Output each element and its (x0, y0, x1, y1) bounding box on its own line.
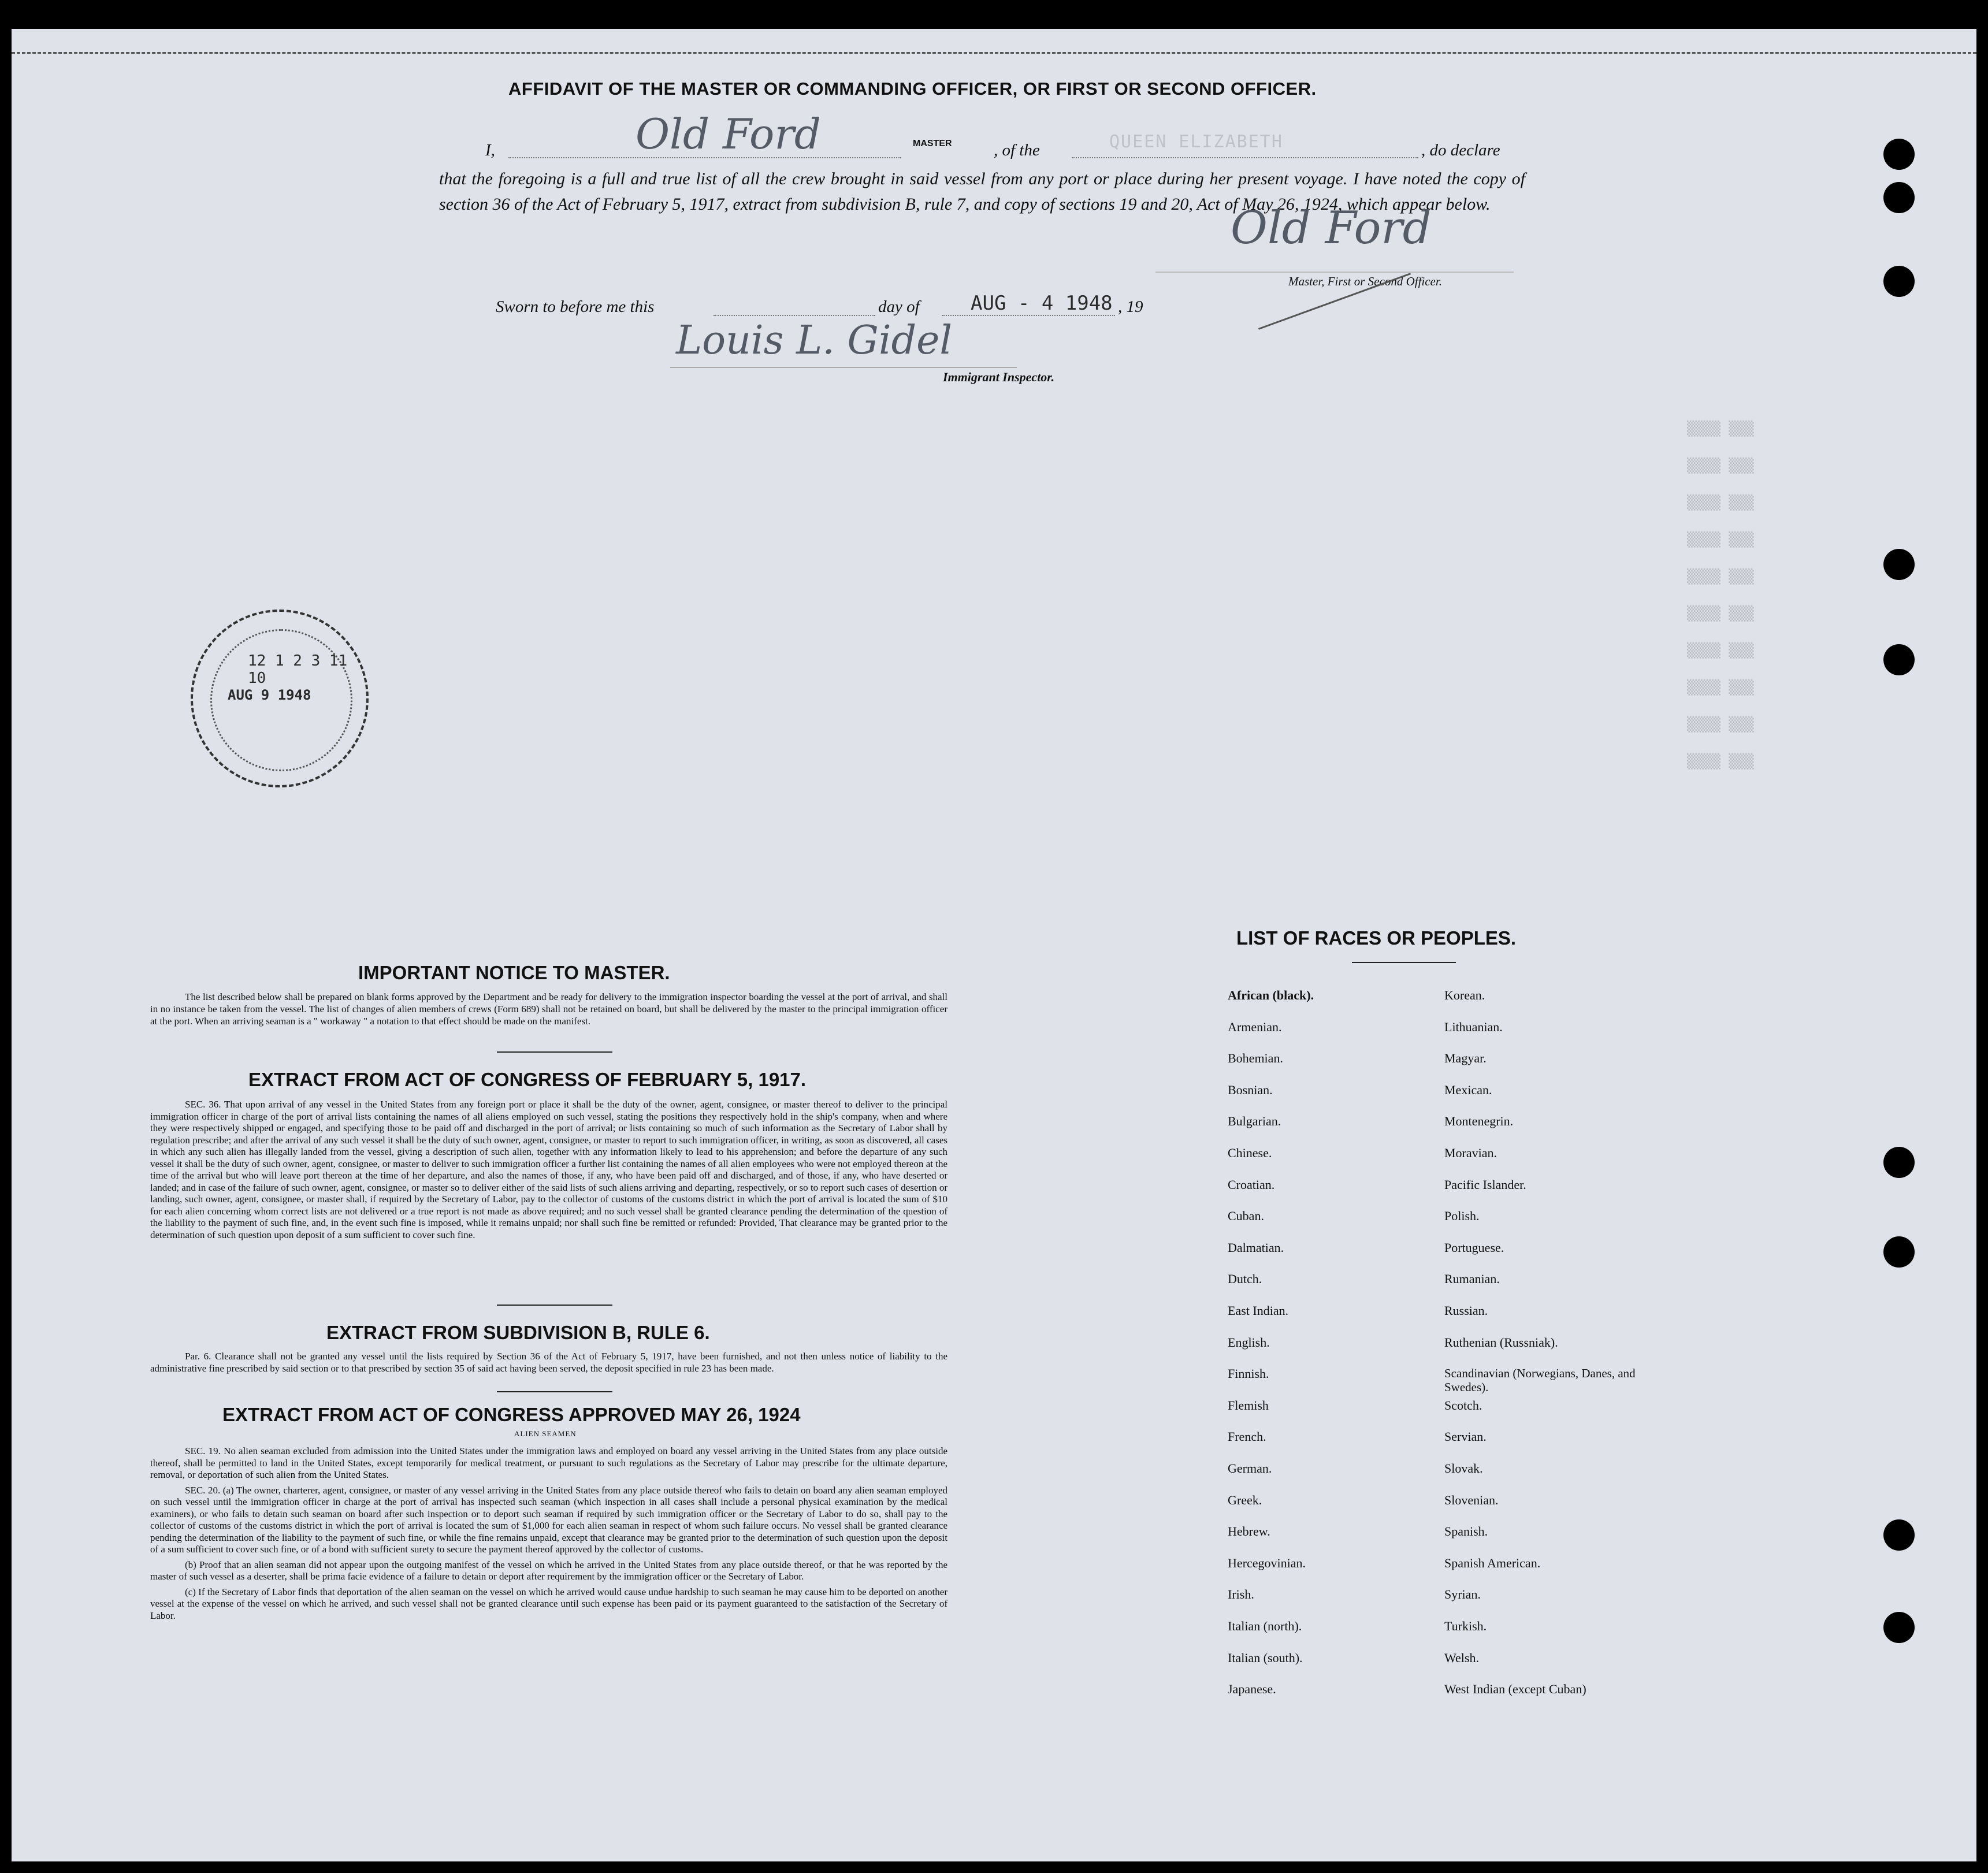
stamp-date: AUG 9 1948 (228, 687, 311, 703)
master-signature: Old Ford (1231, 202, 1432, 254)
affidavit-i-label: I, (485, 141, 495, 159)
vessel-name: QUEEN ELIZABETH (1109, 132, 1283, 152)
races-title: LIST OF RACES OR PEOPLES. (1236, 927, 1517, 949)
race-item: English. (1228, 1335, 1270, 1350)
day-of-label: day of (878, 298, 920, 316)
rule-6-body (150, 1351, 947, 1378)
punch-hole (1883, 1236, 1915, 1268)
race-item: Japanese. (1228, 1682, 1276, 1697)
extract-1924-body (150, 1445, 947, 1625)
race-item: Croatian. (1228, 1177, 1275, 1192)
race-item: Greek. (1228, 1492, 1262, 1507)
inspector-caption: Immigrant Inspector. (943, 370, 1055, 384)
race-item: Scotch. (1444, 1398, 1482, 1413)
race-item: Hebrew. (1228, 1524, 1270, 1539)
race-item: East Indian. (1228, 1303, 1289, 1318)
race-item: Bulgarian. (1228, 1114, 1281, 1129)
punch-hole (1883, 1519, 1915, 1551)
do-declare-label: , do declare (1421, 141, 1500, 159)
race-item: Dalmatian. (1228, 1240, 1284, 1255)
immigration-stamp (191, 610, 369, 787)
race-item: Hercegovinian. (1228, 1555, 1306, 1570)
race-item: Slovak. (1444, 1461, 1483, 1476)
master-label: MASTER (913, 139, 952, 148)
race-item: Montenegrin. (1444, 1114, 1514, 1129)
race-item: Irish. (1228, 1587, 1254, 1602)
race-item: West Indian (except Cuban) (1444, 1682, 1586, 1697)
race-item: Russian. (1444, 1303, 1488, 1318)
race-item: Scandinavian (Norwegians, Danes, and Swedes). (1444, 1366, 1636, 1395)
race-item: Finnish. (1228, 1366, 1269, 1381)
race-item: Bohemian. (1228, 1051, 1283, 1066)
bleed-through: ▒▒▒▒ ▒▒▒ ▒▒▒▒ ▒▒▒ ▒▒▒▒ ▒▒▒ ▒▒▒▒ ▒▒▒ ▒▒▒▒ ▒▒▒ ▒▒▒▒ ▒▒▒ ▒▒▒▒ ▒▒▒ ▒▒▒▒ ▒▒▒ ▒▒▒▒ ▒▒▒ ▒▒▒▒ ▒▒▒ (1687, 421, 1754, 770)
affidavit-body: that the foregoing is a full and true list of all the crew brought in said vessel from any port or place during her present voyage. I have noted the copy of section 36 of the Act of February 5, 1917, extract from subdivision B, rule 7, and copy of sections 19 and 20, Act of May 26, 1924, which appear below. (439, 169, 1525, 214)
race-item: German. (1228, 1461, 1272, 1476)
sec-20c-paragraph: (c) If the Secretary of Labor finds that deportation of the alien seaman on the vessel on which he arrived would cause undue hardship to such seaman he may cause him to be deported on another vessel at the expense of the vessel on which he arrived, and such vessel shall not be granted clearance until such expense has been paid or its payment guaranteed to the satisfaction of the Secretary of Labor. (150, 1586, 947, 1621)
divider (1352, 962, 1456, 963)
race-item: Ruthenian (Russniak). (1444, 1335, 1558, 1350)
race-item: Rumanian. (1444, 1272, 1500, 1287)
race-item: Flemish (1228, 1398, 1269, 1413)
divider (497, 1051, 612, 1053)
of-the-label: , of the (994, 141, 1040, 159)
master-signature-top: Old Ford (636, 110, 821, 158)
affidavit-title: AFFIDAVIT OF THE MASTER OR COMMANDING OFFICER, OR FIRST OR SECOND OFFICER. (508, 79, 1317, 99)
sec-20b-paragraph: (b) Proof that an alien seaman did not appear upon the outgoing manifest of the vessel on which he arrived in the United States from any place outside thereof, or that he was reported by the master of such vessel as a deserter, shall be prima facie evidence of a failure to detain or deport after requirement by the immigration officer or the Secretary of Labor. (150, 1559, 947, 1582)
sec-20a-paragraph: SEC. 20. (a) The owner, charterer, agent, consignee, or master of any vessel arriving in the United States from any place outside thereof who fails to detain on board any alien seaman employed on such vessel until the immigration officer in charge at the port of arrival has inspected such seaman (which inspection in all cases shall include a personal physical examination by the medical examiners), or who fails to detain such seaman on board after such inspection or to deport such seaman if required by such immigration officer or the Secretary of Labor to do so, shall pay to the collector of customs of the customs district in which the port of arrival is located the sum of $1,000 for each alien seaman in respect of whom such failure occurs. No vessel shall be granted clearance pending the determination of the liability to the payment of such fine, or while the fine remains unpaid, except that clearance may be granted prior to the determination of such question upon the deposit of a sum sufficient to cover such fine, or of a bond with sufficient surety to secure the payment thereof approved by the collector of customs. (150, 1484, 947, 1555)
extract-1924-title: EXTRACT FROM ACT OF CONGRESS APPROVED MAY 26, 1924 (222, 1404, 801, 1425)
date-line (942, 315, 1115, 316)
inspector-line (670, 367, 1017, 368)
sec-19-paragraph: SEC. 19. No alien seaman excluded from admission into the United States under the immigration laws and employed on board any vessel arriving in the United States from any place outside thereof, shall be permitted to land in the United States, except temporarily for medical treatment, or pursuant to such regulations as the Secretary of Labor may prescribe for the ultimate departure, removal, or deportation of such alien from the United States. (150, 1445, 947, 1480)
document-page (12, 29, 1976, 1861)
race-item: Italian (south). (1228, 1650, 1303, 1665)
race-item: Turkish. (1444, 1619, 1487, 1633)
race-item: Slovenian. (1444, 1492, 1499, 1507)
race-item: Armenian. (1228, 1019, 1282, 1034)
divider (497, 1391, 612, 1392)
punch-hole (1883, 139, 1915, 170)
alien-seamen-subtitle: ALIEN SEAMEN (514, 1429, 577, 1438)
rule-6-title: EXTRACT FROM SUBDIVISION B, RULE 6. (326, 1322, 710, 1343)
race-item: Spanish American. (1444, 1555, 1541, 1570)
race-item: African (black). (1228, 988, 1314, 1002)
punch-hole (1883, 1147, 1915, 1178)
perforated-edge (12, 29, 1976, 54)
rule-6-paragraph: Par. 6. Clearance shall not be granted any vessel until the lists required by Section 36 of the Act of February 5, 1917, have been furnished, and not then unless notice of liability to the administrative fine prescribed by said section or to that prescribed by section 35 of said act having been served, the deposit specified in rule 23 has been made. (150, 1351, 947, 1374)
race-item: Spanish. (1444, 1524, 1488, 1539)
punch-hole (1883, 549, 1915, 580)
race-item: Welsh. (1444, 1650, 1479, 1665)
race-item: Polish. (1444, 1209, 1480, 1224)
race-item: Dutch. (1228, 1272, 1262, 1287)
master-caption: Master, First or Second Officer. (1288, 274, 1442, 288)
punch-hole (1883, 644, 1915, 675)
race-item: Moravian. (1444, 1146, 1497, 1160)
divider (497, 1305, 612, 1306)
extract-1917-body (150, 1099, 947, 1244)
signature-line (1155, 272, 1514, 273)
nineteen-label: , 19 (1118, 298, 1143, 316)
race-item: Pacific Islander. (1444, 1177, 1526, 1192)
extract-1917-title: EXTRACT FROM ACT OF CONGRESS OF FEBRUARY 5, 1917. (248, 1069, 807, 1090)
stamp-ring-numbers: 12 1 2 3 11 10 (248, 652, 348, 687)
race-item: Syrian. (1444, 1587, 1481, 1602)
race-item: Italian (north). (1228, 1619, 1302, 1633)
notice-paragraph: The list described below shall be prepared on blank forms approved by the Department and be ready for delivery to the immigration inspector boarding the vessel at the port of arrival, and shall in no instance be taken from the vessel. The list of changes of alien members of crews (Form 689) shall not be retained on board, but shall be delivered by the master to the principal immigration officer at the port. When an arriving seaman is a " workaway " a notation to that effect should be made on the manifest. (150, 991, 947, 1027)
notice-body (150, 991, 947, 1031)
punch-hole (1883, 182, 1915, 213)
race-item: Lithuanian. (1444, 1019, 1503, 1034)
punch-hole (1883, 1612, 1915, 1643)
race-item: Mexican. (1444, 1082, 1492, 1097)
race-item: Servian. (1444, 1429, 1487, 1444)
punch-hole (1883, 266, 1915, 297)
race-item: Bosnian. (1228, 1082, 1273, 1097)
race-item: Portuguese. (1444, 1240, 1504, 1255)
date-stamp: AUG - 4 1948 (971, 292, 1113, 315)
race-item: Korean. (1444, 988, 1485, 1002)
race-item: Chinese. (1228, 1146, 1272, 1160)
vessel-line (1072, 157, 1418, 158)
inspector-signature: Louis L. Gidel (676, 318, 953, 363)
race-item: French. (1228, 1429, 1266, 1444)
race-item: Cuban. (1228, 1209, 1264, 1224)
notice-title: IMPORTANT NOTICE TO MASTER. (358, 962, 670, 983)
sworn-label: Sworn to before me this (496, 298, 655, 316)
extract-1917-paragraph: SEC. 36. That upon arrival of any vessel in the United States from any foreign port or place it shall be the duty of the owner, agent, consignee, or master thereof to deliver to the principal immigration officer in charge of the port of arrival lists containing the names of all aliens employed on such vessel, stating the positions they respectively hold in the ship's company, when and where they were respectively shipped or engaged, and specifying those to be paid off and discharged in the port of arrival; or lists containing so much of such information as the Secretary of Labor shall by regulation prescribe; and after the arrival of any such vessel it shall be the duty of such owner, agent, consignee, or master to report to such immigration officer, in writing, as soon as discovered, all cases in which any such alien has illegally landed from the vessel, giving a description of such alien, together with any information likely to lead to his apprehension; and before the departure of any such vessel it shall be the duty of such owner, agent, consignee, or master to deliver to such immigration officer a further list containing the names of all alien employees who were not employed thereon at the time of the arrival but who will leave port thereon at the time of her departure, and also the names of those, if any, who have been paid off and discharged, and of those, if any, who have deserted or landed; and in case of the failure of such owner, agent, consignee, or master so to deliver either of the said lists of such aliens arriving and departing, respectively, or so to report such cases of desertion or landing, such owner, agent, consignee, or master shall, if required by the Secretary of Labor, pay to the collector of customs of the customs district in which the port of arrival is located the sum of $10 for each alien concerning whom correct lists are not delivered or a true report is not made as above required; and no such vessel shall be granted clearance pending the determination of the question of the liability to the payment of such fine, and, in the event such fine is imposed, while it remains unpaid; nor shall such fine be remitted or refunded: Provided, That clearance may be granted prior to the determination of such question upon deposit of a sum sufficient to cover such fine. (150, 1099, 947, 1240)
sworn-day-line (714, 315, 875, 316)
race-item: Magyar. (1444, 1051, 1487, 1066)
